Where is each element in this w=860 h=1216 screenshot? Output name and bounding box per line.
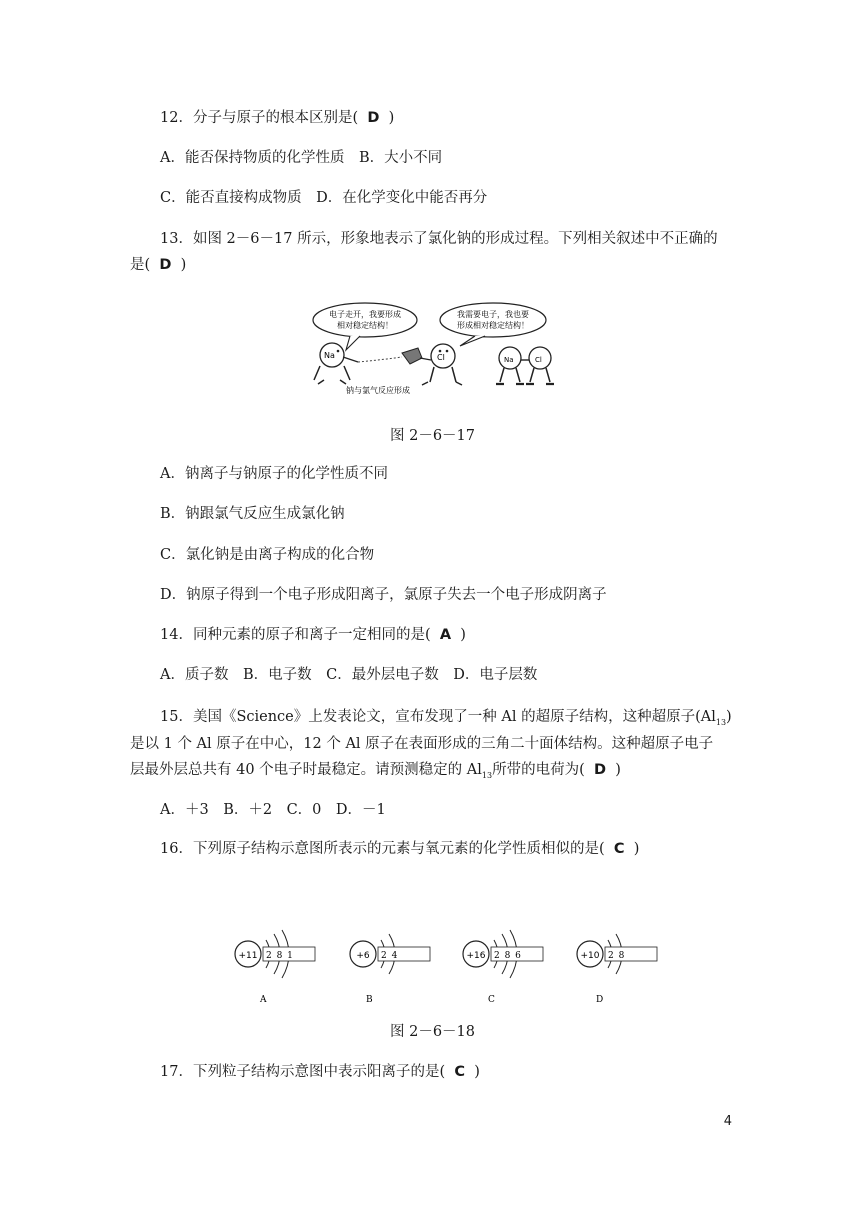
bubble-left-line1: 电子走开，我要形成 <box>329 310 401 319</box>
atom-d-electrons: 2 8 <box>608 951 626 961</box>
atom-d-label: D <box>596 995 604 1005</box>
q15-line3: 层最外层总共有 40 个电子时最稳定。请预测稳定的 $Al_{13}$所带的电荷为( D ) <box>130 762 621 780</box>
atom-c-label: C <box>488 995 495 1005</box>
figure-2-6-17-caption: 图 2－6－17 <box>390 428 476 444</box>
atom-diagram-c <box>463 930 543 1005</box>
atom-diagram-b <box>350 934 430 1005</box>
q15-options: A．＋3 B．＋2 C．0 D．－1 <box>160 802 386 818</box>
atom-c-nucleus: +16 <box>466 951 486 961</box>
bubble-right-line2: 形成相对稳定结构！ <box>457 321 529 330</box>
bubble-left-line2: 相对稳定结构！ <box>337 321 393 330</box>
figure-2-6-18-caption: 图 2－6－18 <box>390 1024 476 1040</box>
sodium-atom-character <box>314 343 358 384</box>
atom-d-nucleus: +10 <box>580 951 600 961</box>
q14-answer: A <box>439 627 452 643</box>
page-number: 4 <box>723 1114 732 1129</box>
q13-stem-line1: 13．如图 2－6－17 所示，形象地表示了氯化钠的形成过程。下列相关叙述中不正确的 <box>160 231 718 247</box>
q13-option-b: B．钠跟氯气反应生成氯化钠 <box>160 506 345 522</box>
bubble-right-line1: 我需要电子，我也要 <box>457 310 529 319</box>
q17-answer: C <box>454 1064 465 1080</box>
q12-stem: 12．分子与原子的根本区别是( D ) <box>160 110 395 126</box>
atom-a-nucleus: +11 <box>238 951 258 961</box>
svg-text:Cl: Cl <box>437 353 445 362</box>
atom-b-nucleus: +6 <box>356 951 370 961</box>
atom-c-electrons: 2 8 6 <box>494 951 522 961</box>
q15-answer: D <box>593 762 607 778</box>
q16-answer: C <box>613 841 625 857</box>
q13-option-c: C．氯化钠是由离子构成的化合物 <box>160 547 375 563</box>
q15-line1: 15．美国《Science》上发表论文，宣布发现了一种 Al 的超原子结构，这种超原子$(Al_{13})$ <box>160 709 732 727</box>
q15-line2: 是以 1 个 Al 原子在中心，12 个 Al 原子在表面形成的三角二十面体结构。这种超原子电子 <box>130 736 714 752</box>
atom-b-label: B <box>366 995 373 1005</box>
q12-options-cd: C．能否直接构成物质 D．在化学变化中能否再分 <box>160 190 488 206</box>
q13-stem-line2: 是( D ) <box>130 257 187 273</box>
chlorine-atom-character <box>420 344 462 385</box>
q14-stem: 14．同种元素的原子和离子一定相同的是( A ) <box>160 627 466 643</box>
q17-stem: 17．下列粒子结构示意图中表示阳离子的是( C ) <box>160 1064 480 1080</box>
figure-inner-caption: 钠与氯气反应形成 <box>346 386 410 395</box>
q12-answer: D <box>367 110 380 126</box>
q13-option-d: D．钠原子得到一个电子形成阳离子，氯原子失去一个电子形成阴离子 <box>160 587 607 603</box>
atom-diagram-d <box>577 934 657 1005</box>
atomic-structure-diagrams <box>228 918 658 1008</box>
sodium-chloride-formation-figure <box>310 300 565 395</box>
atom-a-electrons: 2 8 1 <box>266 951 294 961</box>
q16-stem: 16．下列原子结构示意图所表示的元素与氧元素的化学性质相似的是( C ) <box>160 841 640 857</box>
atom-diagram-a <box>235 930 315 1005</box>
atom-b-electrons: 2 4 <box>381 951 399 961</box>
svg-text:Na: Na <box>504 356 514 364</box>
svg-text:Cl: Cl <box>535 356 542 364</box>
q14-options: A．质子数 B．电子数 C．最外层电子数 D．电子层数 <box>160 667 538 683</box>
q12-options-ab: A．能否保持物质的化学性质 B．大小不同 <box>160 150 443 166</box>
atom-a-label: A <box>260 995 267 1005</box>
q13-answer: D <box>159 257 172 273</box>
q13-option-a: A．钠离子与钠原子的化学性质不同 <box>160 466 388 482</box>
svg-text:Na: Na <box>324 351 335 360</box>
ion-pair-characters <box>496 347 554 384</box>
